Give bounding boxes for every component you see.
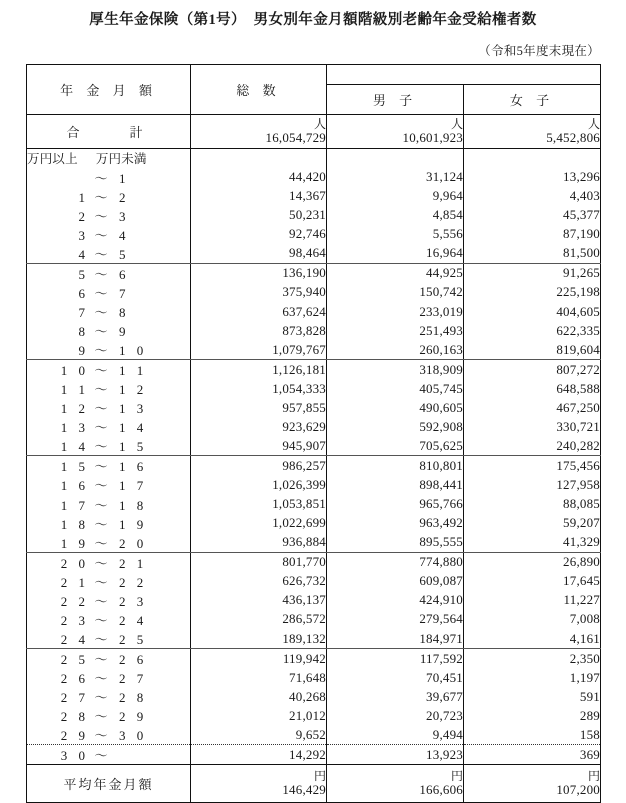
row-value-male: 405,745 (327, 379, 464, 398)
row-range-label (27, 668, 191, 687)
row-value-male: 895,555 (327, 533, 464, 553)
range-tilde: ～ (94, 246, 108, 262)
row-value-female: 7,008 (464, 610, 601, 629)
range-tilde: ～ (94, 324, 108, 340)
row-range-label (27, 610, 191, 629)
range-lower: 9 (78, 343, 89, 359)
row-range-label (27, 398, 191, 417)
row-value-male: 592,908 (327, 417, 464, 436)
range-lower: 4 (78, 246, 89, 262)
header-gender-band (327, 65, 601, 85)
table-row (27, 206, 601, 225)
row-range-label (27, 283, 191, 302)
table-row (27, 745, 601, 765)
table-row (27, 706, 601, 725)
range-tilde: ～ (94, 728, 108, 744)
row-value-total: 92,746 (191, 225, 327, 244)
row-range-label (27, 360, 191, 380)
range-tilde: ～ (94, 363, 108, 379)
row-value-total: 1,126,181 (191, 360, 327, 380)
row-value-female: 1,197 (464, 668, 601, 687)
pension-statistics-table (26, 64, 601, 803)
unit-yen-total: 円 (313, 769, 326, 784)
table-row (27, 398, 601, 417)
range-upper: 1 (119, 170, 130, 186)
column-header-female: 女 子 (464, 85, 601, 115)
range-tilde: ～ (94, 516, 108, 532)
average-number-male: 166,606 (419, 782, 463, 798)
range-tilde: ～ (94, 208, 108, 224)
range-tilde: ～ (94, 285, 108, 301)
range-tilde: ～ (94, 227, 108, 243)
unit-yen-female: 円 (587, 769, 600, 784)
table-row (27, 629, 601, 649)
table-row (27, 360, 601, 380)
range-tilde: ～ (94, 612, 108, 628)
range-upper: 1 7 (119, 478, 148, 494)
row-average (27, 765, 601, 803)
row-value-male: 31,124 (327, 168, 464, 187)
row-value-female: 240,282 (464, 436, 601, 456)
range-lower: 1 7 (60, 497, 89, 513)
grand-total-value-female (464, 115, 601, 149)
row-range-label (27, 495, 191, 514)
row-value-male: 150,742 (327, 283, 464, 302)
range-tilde: ～ (94, 478, 108, 494)
row-value-male: 13,923 (327, 745, 464, 765)
range-lower: 2 5 (60, 652, 89, 667)
row-value-total: 1,054,333 (191, 379, 327, 398)
range-lower: 2 7 (60, 690, 89, 706)
range-lower: 1 4 (60, 439, 89, 455)
range-tilde: ～ (94, 574, 108, 590)
range-lower: 1 3 (60, 420, 89, 436)
band-header-upper: 万円未満 (95, 152, 147, 167)
row-range-label (27, 379, 191, 398)
range-lower: 8 (78, 324, 89, 340)
row-value-female: 13,296 (464, 168, 601, 187)
range-tilde: ～ (94, 555, 108, 571)
as-of-date: （令和5年度末現在） (478, 44, 600, 58)
row-range-label (27, 321, 191, 340)
row-value-total: 136,190 (191, 263, 327, 283)
row-value-total: 436,137 (191, 591, 327, 610)
row-value-male: 16,964 (327, 244, 464, 264)
row-value-total: 936,884 (191, 533, 327, 553)
row-range-label (27, 706, 191, 725)
table-row (27, 225, 601, 244)
row-value-female: 158 (464, 725, 601, 745)
table-row (27, 283, 601, 302)
range-upper: 1 2 (119, 382, 148, 398)
range-upper: 1 3 (119, 401, 148, 417)
range-lower: 1 1 (60, 382, 89, 398)
row-value-female: 91,265 (464, 263, 601, 283)
row-value-female: 330,721 (464, 417, 601, 436)
table-row (27, 168, 601, 187)
row-value-male: 9,964 (327, 187, 464, 206)
range-lower: 2 8 (60, 709, 89, 725)
range-tilde: ～ (94, 593, 108, 609)
row-value-male: 260,163 (327, 340, 464, 360)
average-label: 平均年金月額 (27, 765, 191, 803)
table-row (27, 244, 601, 264)
range-tilde: ～ (94, 305, 108, 321)
grand-total-label: 合 計 (27, 115, 191, 149)
table-row (27, 533, 601, 553)
range-tilde: ～ (94, 189, 108, 205)
row-value-female: 467,250 (464, 398, 601, 417)
row-value-female: 26,890 (464, 552, 601, 572)
row-value-male: 20,723 (327, 706, 464, 725)
row-range-label (27, 475, 191, 494)
row-value-female: 225,198 (464, 283, 601, 302)
range-lower: 2 0 (60, 555, 89, 571)
range-lower: 2 4 (60, 632, 89, 647)
table-row (27, 321, 601, 340)
range-upper: 2 8 (119, 690, 148, 706)
range-tilde: ～ (94, 535, 108, 551)
row-value-male: 318,909 (327, 360, 464, 380)
range-upper: 2 (119, 189, 130, 205)
band-header-male-blank (327, 149, 464, 168)
row-value-male: 233,019 (327, 302, 464, 321)
range-tilde: ～ (94, 382, 108, 398)
range-tilde: ～ (94, 671, 108, 687)
range-lower: 2 (78, 208, 89, 224)
range-upper: 1 9 (119, 516, 148, 532)
range-lower: 3 (78, 227, 89, 243)
row-range-label (27, 552, 191, 572)
range-upper: 2 6 (119, 652, 148, 667)
row-value-total: 71,648 (191, 668, 327, 687)
row-value-female: 45,377 (464, 206, 601, 225)
row-range-label (27, 225, 191, 244)
range-tilde: ～ (94, 266, 108, 282)
range-lower: 2 6 (60, 671, 89, 687)
row-value-male: 251,493 (327, 321, 464, 340)
table-row (27, 572, 601, 591)
column-header-pension-amount: 年 金 月 額 (27, 65, 191, 115)
row-value-male: 424,910 (327, 591, 464, 610)
row-value-female: 648,588 (464, 379, 601, 398)
row-value-female: 11,227 (464, 591, 601, 610)
range-tilde: ～ (94, 709, 108, 725)
row-value-total: 801,770 (191, 552, 327, 572)
range-upper: 1 6 (119, 459, 148, 475)
row-value-male: 184,971 (327, 629, 464, 649)
table-row (27, 668, 601, 687)
row-value-male: 965,766 (327, 495, 464, 514)
range-lower: 1 5 (60, 459, 89, 475)
unit-yen-male: 円 (450, 769, 463, 784)
range-lower: 2 9 (60, 728, 89, 744)
range-tilde: ～ (94, 652, 108, 667)
row-value-female: 404,605 (464, 302, 601, 321)
row-value-male: 70,451 (327, 668, 464, 687)
row-range-label (27, 514, 191, 533)
row-value-female: 591 (464, 687, 601, 706)
row-value-total: 923,629 (191, 417, 327, 436)
range-upper: 6 (119, 266, 130, 282)
row-value-female: 81,500 (464, 244, 601, 264)
row-value-female: 127,958 (464, 475, 601, 494)
row-value-total: 119,942 (191, 649, 327, 669)
row-value-total: 14,292 (191, 745, 327, 765)
row-value-female: 59,207 (464, 514, 601, 533)
table-row (27, 456, 601, 476)
row-value-total: 986,257 (191, 456, 327, 476)
row-value-total: 1,079,767 (191, 340, 327, 360)
row-value-total: 50,231 (191, 206, 327, 225)
page-title: 厚生年金保険（第1号） 男女別年金月額階級別老齢年金受給権者数 (89, 12, 537, 28)
row-range-label (27, 206, 191, 225)
band-header-lower: 万円以上 (27, 152, 78, 167)
row-range-label (27, 725, 191, 745)
row-value-total: 286,572 (191, 610, 327, 629)
range-tilde: ～ (94, 690, 108, 706)
range-upper: 2 5 (119, 632, 148, 647)
column-header-male: 男 子 (327, 85, 464, 115)
range-tilde: ～ (94, 420, 108, 436)
row-value-total: 375,940 (191, 283, 327, 302)
range-upper: 3 0 (119, 728, 148, 744)
row-value-male: 609,087 (327, 572, 464, 591)
average-value-female (464, 765, 601, 803)
row-value-total: 626,732 (191, 572, 327, 591)
grand-total-value-total (191, 115, 327, 149)
range-upper: 4 (119, 227, 130, 243)
row-range-label (27, 456, 191, 476)
unit-person-male: 人 (450, 117, 463, 131)
range-tilde: ～ (94, 439, 108, 455)
range-upper: 2 1 (119, 555, 148, 571)
table-body (27, 65, 601, 803)
table-row (27, 610, 601, 629)
table-row (27, 591, 601, 610)
row-range-label (27, 263, 191, 283)
table-row (27, 514, 601, 533)
range-upper: 2 3 (119, 593, 148, 609)
row-range-label (27, 168, 191, 187)
row-value-male: 9,494 (327, 725, 464, 745)
row-range-label (27, 591, 191, 610)
range-tilde: ～ (94, 632, 108, 647)
band-header-label (27, 149, 191, 168)
average-value-total (191, 765, 327, 803)
row-value-male: 117,592 (327, 649, 464, 669)
table-row (27, 263, 601, 283)
row-value-female: 4,161 (464, 629, 601, 649)
row-range-label (27, 340, 191, 360)
row-value-total: 98,464 (191, 244, 327, 264)
range-lower: 1 0 (60, 363, 89, 379)
average-value-male (327, 765, 464, 803)
row-range-label (27, 649, 191, 669)
range-lower: 1 (78, 189, 89, 205)
table-row (27, 649, 601, 669)
row-value-male: 279,564 (327, 610, 464, 629)
table-row (27, 725, 601, 745)
range-lower: 1 2 (60, 401, 89, 417)
grand-total-number-total: 16,054,729 (265, 129, 326, 145)
header-band-row (27, 65, 601, 85)
row-value-female: 88,085 (464, 495, 601, 514)
table-row (27, 187, 601, 206)
row-value-total: 1,053,851 (191, 495, 327, 514)
row-value-female: 807,272 (464, 360, 601, 380)
row-value-total: 40,268 (191, 687, 327, 706)
range-tilde: ～ (94, 459, 108, 475)
range-upper: 3 (119, 208, 130, 224)
row-value-total: 873,828 (191, 321, 327, 340)
row-value-total: 44,420 (191, 168, 327, 187)
range-upper: 1 4 (119, 420, 148, 436)
pension-statistics-table-container (26, 64, 600, 803)
table-row (27, 379, 601, 398)
row-range-label (27, 745, 191, 765)
range-lower: 1 8 (60, 516, 89, 532)
row-value-male: 39,677 (327, 687, 464, 706)
row-value-male: 898,441 (327, 475, 464, 494)
row-value-male: 810,801 (327, 456, 464, 476)
range-upper: 7 (119, 285, 130, 301)
column-header-total: 総 数 (191, 65, 327, 115)
range-upper: 1 1 (119, 363, 148, 379)
range-upper: 1 5 (119, 439, 148, 455)
row-value-total: 1,022,699 (191, 514, 327, 533)
row-value-total: 1,026,399 (191, 475, 327, 494)
row-value-male: 774,880 (327, 552, 464, 572)
row-value-total: 945,907 (191, 436, 327, 456)
range-tilde: ～ (94, 748, 108, 764)
row-band-header (27, 149, 601, 168)
grand-total-value-male (327, 115, 464, 149)
range-upper: 2 0 (119, 535, 148, 551)
range-upper: 9 (119, 324, 130, 340)
row-value-male: 963,492 (327, 514, 464, 533)
row-value-female: 819,604 (464, 340, 601, 360)
range-lower: 2 1 (60, 574, 89, 590)
range-lower: 2 3 (60, 612, 89, 628)
range-upper: 1 0 (119, 343, 148, 359)
row-value-male: 705,625 (327, 436, 464, 456)
row-value-total: 21,012 (191, 706, 327, 725)
range-lower: 3 0 (60, 748, 89, 764)
row-value-female: 175,456 (464, 456, 601, 476)
range-lower: 1 6 (60, 478, 89, 494)
average-number-total: 146,429 (282, 782, 326, 798)
grand-total-number-male: 10,601,923 (402, 129, 463, 145)
range-tilde: ～ (94, 343, 108, 359)
range-upper: 5 (119, 246, 130, 262)
range-lower: 6 (78, 285, 89, 301)
range-upper: 1 8 (119, 497, 148, 513)
row-value-female: 622,335 (464, 321, 601, 340)
row-value-total: 14,367 (191, 187, 327, 206)
unit-person-female: 人 (587, 117, 600, 131)
row-range-label (27, 244, 191, 264)
row-value-total: 9,652 (191, 725, 327, 745)
table-row (27, 475, 601, 494)
range-lower: 2 2 (60, 593, 89, 609)
row-value-female: 87,190 (464, 225, 601, 244)
row-range-label (27, 572, 191, 591)
row-value-female: 17,645 (464, 572, 601, 591)
range-tilde: ～ (94, 401, 108, 417)
row-value-male: 44,925 (327, 263, 464, 283)
band-header-total-blank (191, 149, 327, 168)
table-row (27, 552, 601, 572)
unit-person-total: 人 (313, 117, 326, 131)
range-upper: 2 2 (119, 574, 148, 590)
row-range-label (27, 436, 191, 456)
row-range-label (27, 687, 191, 706)
row-value-female: 369 (464, 745, 601, 765)
row-value-total: 957,855 (191, 398, 327, 417)
table-row (27, 495, 601, 514)
range-tilde: ～ (94, 170, 108, 186)
range-upper: 2 9 (119, 709, 148, 725)
range-lower: 5 (78, 266, 89, 282)
band-header-female-blank (464, 149, 601, 168)
row-range-label (27, 533, 191, 553)
table-row (27, 417, 601, 436)
grand-total-number-female: 5,452,806 (546, 129, 600, 145)
row-value-female: 289 (464, 706, 601, 725)
row-range-label (27, 417, 191, 436)
table-row (27, 302, 601, 321)
row-value-female: 2,350 (464, 649, 601, 669)
table-row (27, 340, 601, 360)
row-range-label (27, 302, 191, 321)
row-value-total: 189,132 (191, 629, 327, 649)
row-value-female: 41,329 (464, 533, 601, 553)
average-number-female: 107,200 (556, 782, 600, 798)
table-row (27, 436, 601, 456)
table-row (27, 687, 601, 706)
row-value-male: 490,605 (327, 398, 464, 417)
row-value-total: 637,624 (191, 302, 327, 321)
row-range-label (27, 187, 191, 206)
row-grand-total (27, 115, 601, 149)
range-lower: 7 (78, 305, 89, 321)
row-range-label (27, 629, 191, 649)
row-value-male: 5,556 (327, 225, 464, 244)
range-upper: 2 7 (119, 671, 148, 687)
range-lower: 1 9 (60, 535, 89, 551)
range-upper: 8 (119, 305, 130, 321)
range-upper: 2 4 (119, 612, 148, 628)
row-value-male: 4,854 (327, 206, 464, 225)
row-value-female: 4,403 (464, 187, 601, 206)
range-tilde: ～ (94, 497, 108, 513)
